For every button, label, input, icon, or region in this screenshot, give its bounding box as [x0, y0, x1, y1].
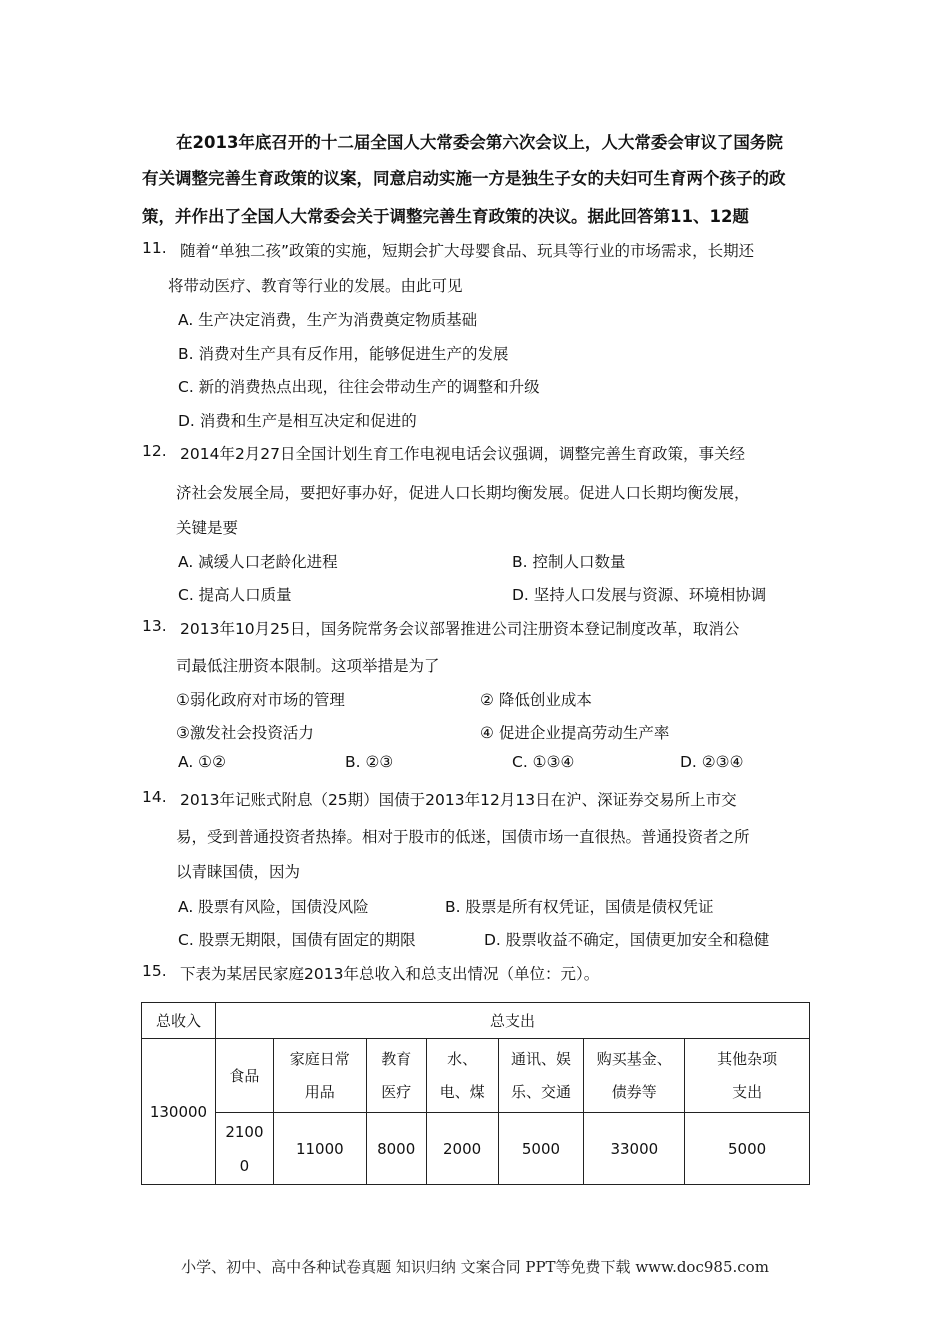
question-text: 易，受到普通投资者热捧。相对于股市的低迷，国债市场一直很热。普通投资者之所	[176, 828, 750, 846]
food-value: 0	[239, 1156, 250, 1175]
question-text: 随着“单独二孩”政策的实施，短期会扩大母婴食品、玩具等行业的市场需求，长期还	[180, 242, 755, 260]
daily-label: 用品	[304, 1082, 335, 1101]
fund-label: 债券等	[611, 1082, 657, 1101]
statement-4: ④ 促进企业提高劳动生产率	[480, 724, 670, 742]
question-number: 12.	[142, 442, 167, 460]
daily-value: 11000	[295, 1139, 344, 1158]
option-d: D. 消费和生产是相互决定和促进的	[178, 412, 417, 430]
edu-label: 医疗	[381, 1082, 412, 1101]
comm-label: 乐、交通	[510, 1082, 571, 1101]
expense-header: 总支出	[489, 1012, 535, 1030]
edu-label: 教育	[381, 1049, 412, 1068]
table-value-cell	[366, 1113, 426, 1185]
income-expense-table	[141, 1002, 810, 1185]
table-value-cell	[426, 1113, 498, 1185]
other-label: 其他杂项	[717, 1049, 778, 1068]
option-d: D. ②③④	[680, 753, 744, 771]
edu-value: 8000	[377, 1139, 416, 1158]
option-c: C. ①③④	[512, 753, 575, 771]
food-value: 2100	[225, 1122, 264, 1141]
question-number: 13.	[142, 617, 167, 635]
option-c: C. 提高人口质量	[178, 586, 292, 604]
intro-line: 策，并作出了全国人大常委会关于调整完善生育政策的决议。据此回答第11、12题	[142, 207, 749, 226]
utility-value: 2000	[443, 1139, 482, 1158]
option-b: B. 控制人口数量	[512, 553, 626, 571]
utility-label: 电、煤	[439, 1082, 485, 1101]
option-d: D. 坚持人口发展与资源、环境相协调	[512, 586, 767, 604]
table-value-cell	[273, 1113, 366, 1185]
option-d: D. 股票收益不确定，国债更加安全和稳健	[484, 931, 770, 949]
question-text: 2013年记账式附息（25期）国债于2013年12月13日在沪、深证券交易所上市交	[180, 791, 737, 809]
option-a: A. 股票有风险，国债没风险	[178, 898, 369, 916]
question-text: 关键是要	[176, 519, 239, 537]
question-text: 下表为某居民家庭2013年总收入和总支出情况（单位：元）。	[180, 965, 600, 983]
table-header-cell	[426, 1039, 498, 1113]
table-header-cell	[498, 1039, 584, 1113]
question-text: 司最低注册资本限制。这项举措是为了	[176, 657, 440, 675]
table-value-cell	[215, 1113, 273, 1185]
intro-line: 有关调整完善生育政策的议案，同意启动实施一方是独生子女的夫妇可生育两个孩子的政	[142, 169, 786, 188]
option-c: C. 新的消费热点出现，往往会带动生产的调整和升级	[178, 378, 540, 396]
option-a: A. 减缓人口老龄化进程	[178, 553, 338, 571]
table-header-cell	[215, 1039, 273, 1113]
table-header-cell	[366, 1039, 426, 1113]
fund-label: 购买基金、	[596, 1049, 672, 1068]
table-header-cell	[685, 1039, 810, 1113]
statement-2: ② 降低创业成本	[480, 691, 592, 709]
other-value: 5000	[728, 1139, 767, 1158]
income-header: 总收入	[155, 1012, 201, 1030]
question-text: 以青睐国债，因为	[176, 863, 301, 881]
statement-3: ③激发社会投资活力	[176, 724, 314, 742]
question-text: 2013年10月25日，国务院常务会议部署推进公司注册资本登记制度改革，取消公	[180, 620, 740, 638]
option-b: B. 消费对生产具有反作用，能够促进生产的发展	[178, 345, 509, 363]
table-header-cell	[584, 1039, 685, 1113]
statement-1: ①弱化政府对市场的管理	[176, 691, 345, 709]
intro-line: 在2013年底召开的十二届全国人大常委会第六次会议上，人大常委会审议了国务院	[176, 133, 783, 152]
table-value-cell	[584, 1113, 685, 1185]
option-a: A. ①②	[178, 753, 226, 771]
utility-label: 水、	[447, 1049, 478, 1068]
comm-value: 5000	[521, 1139, 561, 1158]
question-text: 2014年2月27日全国计划生育工作电视电话会议强调，调整完善生育政策，事关经	[180, 445, 746, 463]
question-text: 济社会发展全局，要把好事办好，促进人口长期均衡发展。促进人口长期均衡发展，	[176, 484, 750, 502]
option-b: B. ②③	[345, 753, 394, 771]
option-b: B. 股票是所有权凭证，国债是债权凭证	[445, 898, 714, 916]
question-number: 11.	[142, 239, 167, 257]
question-text: 将带动医疗、教育等行业的发展。由此可见	[168, 277, 463, 295]
daily-label: 家庭日常	[289, 1049, 350, 1068]
table-value-cell	[498, 1113, 584, 1185]
income-value-cell	[142, 1039, 216, 1185]
option-a: A. 生产决定消费，生产为消费奠定物质基础	[178, 311, 478, 329]
table-header-cell	[273, 1039, 366, 1113]
question-number: 15.	[142, 962, 167, 980]
fund-value: 33000	[610, 1139, 659, 1158]
option-c: C. 股票无期限，国债有固定的期限	[178, 931, 416, 949]
income-header-cell	[142, 1003, 216, 1039]
table-value-cell	[685, 1113, 810, 1185]
question-number: 14.	[142, 788, 167, 806]
page-footer: 小学、初中、高中各种试卷真题 知识归纳 文案合同 PPT等免费下载 www.doc985.com	[181, 1258, 769, 1276]
comm-label: 通讯、娱	[510, 1049, 571, 1068]
income-value: 130000	[149, 1102, 208, 1121]
food-label: 食品	[229, 1067, 260, 1085]
expense-header-cell	[215, 1003, 809, 1039]
other-label: 支出	[732, 1082, 763, 1101]
